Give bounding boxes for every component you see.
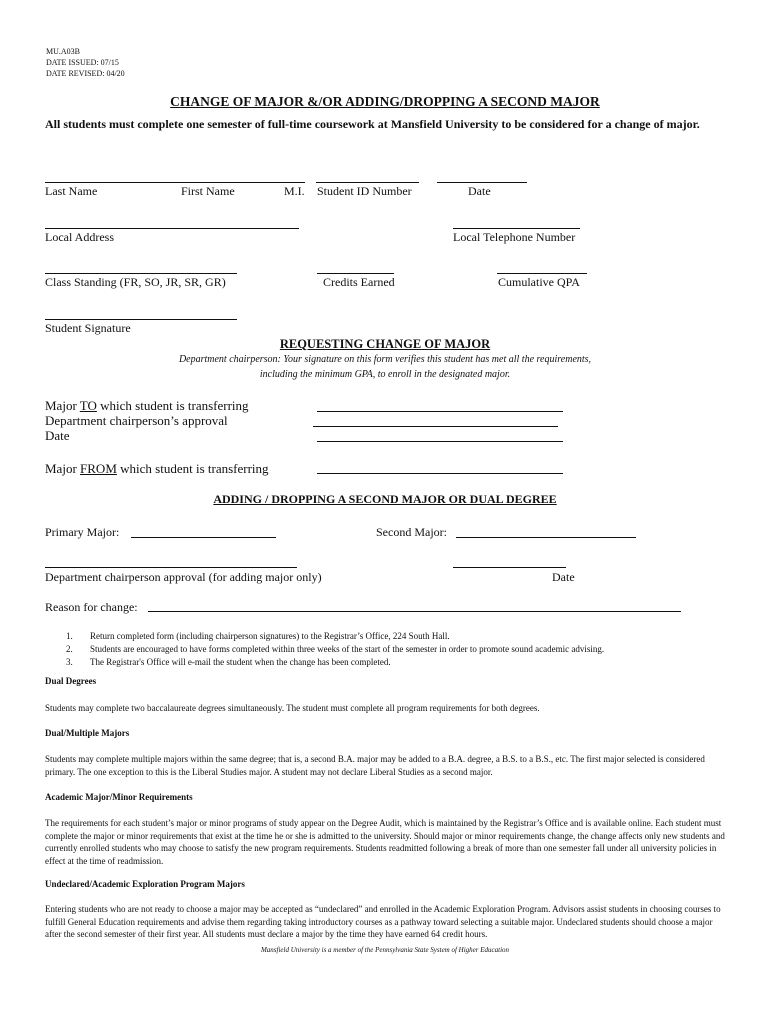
second-major-heading: ADDING / DROPPING A SECOND MAJOR OR DUAL DEGREE xyxy=(213,492,557,506)
dual-majors-text: Students may complete multiple majors within the same degree; that is, a second B.A. major may be added to a B.A. degree, a B.S. to a B.S., etc. The first major selected is considered primary. The one exception to this is the Liberal Studies major. A student may not declare Liberal Studies as a second major. xyxy=(45,754,705,777)
chair-note-line2: including the minimum GPA, to enroll in the designated major. xyxy=(259,369,511,380)
class-standing-line[interactable] xyxy=(45,273,237,274)
date-line[interactable] xyxy=(437,182,527,183)
requirements-title: Academic Major/Minor Requirements xyxy=(45,792,193,802)
reason-line[interactable] xyxy=(148,611,681,612)
instruction-num-2: 2. xyxy=(66,644,73,654)
major-from-label: Major FROM which student is transferring xyxy=(45,461,269,476)
dual-majors-title: Dual/Multiple Majors xyxy=(45,728,130,738)
major-from-line[interactable] xyxy=(317,473,563,474)
dual-degrees-text: Students may complete two baccalaureate degrees simultaneously. The student must complete all program requirements for both degrees. xyxy=(45,703,540,713)
add-date-label: Date xyxy=(552,570,575,584)
date-label: Date xyxy=(468,184,491,198)
cumulative-qpa-label: Cumulative QPA xyxy=(498,275,580,289)
footer-text: Mansfield University is a member of the Pennsylvania State System of Higher Education xyxy=(260,946,510,954)
chair-note-line1: Department chairperson: Your signature on this form verifies this student has met all the requirements, xyxy=(178,354,592,365)
instruction-text-1: Return completed form (including chairperson signatures) to the Registrar’s Office, 224 South Hall. xyxy=(90,631,450,641)
form-code: MU.A03B xyxy=(46,47,81,56)
page-title: CHANGE OF MAJOR &/OR ADDING/DROPPING A SECOND MAJOR xyxy=(170,94,600,109)
student-id-label: Student ID Number xyxy=(317,184,412,198)
undeclared-title: Undeclared/Academic Exploration Program Majors xyxy=(45,879,245,889)
credits-earned-label: Credits Earned xyxy=(323,275,395,289)
requirements-text: The requirements for each student’s major or minor programs of study appear on the Degree Audit, which is maintained by the Registrar’s Office and is available online. Each student must complete the major or minor requirements that exist at the time he or she is admitted to the university. Should major or minor requirements change, the change affects only new students and currently enrolled students who may choose to satisfy the new program requirements. Students readmitted following a break of more than one semester fall under all university policies in effect at the time of readmission. xyxy=(45,818,725,866)
major-to-line[interactable] xyxy=(317,411,563,412)
local-address-label: Local Address xyxy=(45,230,114,244)
last-name-label: Last Name xyxy=(45,184,98,198)
student-signature-label: Student Signature xyxy=(45,321,131,335)
dept-approval-line[interactable] xyxy=(313,426,558,427)
instruction-text-3: The Registrar's Office will e-mail the student when the change has been completed. xyxy=(90,657,391,667)
name-line[interactable] xyxy=(45,182,305,183)
primary-major-label: Primary Major: xyxy=(45,525,120,539)
class-standing-label: Class Standing (FR, SO, JR, SR, GR) xyxy=(45,275,226,289)
add-date-line[interactable] xyxy=(453,567,566,568)
student-signature-line[interactable] xyxy=(45,319,237,320)
dual-degrees-title: Dual Degrees xyxy=(45,676,97,686)
local-phone-line[interactable] xyxy=(453,228,580,229)
credits-earned-line[interactable] xyxy=(317,273,394,274)
change-date-label: Date xyxy=(45,428,70,443)
second-major-label: Second Major: xyxy=(376,525,447,539)
change-major-heading: REQUESTING CHANGE OF MAJOR xyxy=(279,337,491,351)
second-major-line[interactable] xyxy=(456,537,636,538)
date-issued: DATE ISSUED: 07/15 xyxy=(46,58,119,67)
mi-label: M.I. xyxy=(284,184,305,198)
primary-major-line[interactable] xyxy=(131,537,276,538)
major-to-label: Major TO which student is transferring xyxy=(45,398,249,413)
local-address-line[interactable] xyxy=(45,228,299,229)
reason-label: Reason for change: xyxy=(45,600,138,614)
student-id-line[interactable] xyxy=(316,182,419,183)
first-name-label: First Name xyxy=(181,184,235,198)
date-revised: DATE REVISED: 04/20 xyxy=(46,69,125,78)
cumulative-qpa-line[interactable] xyxy=(497,273,587,274)
instruction-text-2: Students are encouraged to have forms completed within three weeks of the start of the semester in order to promote sound academic advising. xyxy=(90,644,605,654)
dept-approval-add-line[interactable] xyxy=(45,567,297,568)
change-date-line[interactable] xyxy=(317,441,563,442)
dept-approval-label: Department chairperson’s approval xyxy=(45,413,228,428)
intro-text: All students must complete one semester of full-time coursework at Mansfield University to be considered for a change of major. xyxy=(45,117,700,131)
undeclared-text: Entering students who are not ready to choose a major may be accepted as “undeclared” and enrolled in the Academic Exploration Program. Advisors assist students in choosing courses to fulfill General Education requirements and advise them regarding taking introductory courses as a pathway toward selecting a suitable major. Undeclared students should choose a major after the second semester of their first year. All students must declare a major by the time they have earned 64 credit hours. xyxy=(45,904,721,939)
dept-approval-add-label: Department chairperson approval (for adding major only) xyxy=(45,570,322,584)
instruction-num-3: 3. xyxy=(66,657,73,667)
instruction-num-1: 1. xyxy=(66,631,73,641)
local-phone-label: Local Telephone Number xyxy=(453,230,576,244)
